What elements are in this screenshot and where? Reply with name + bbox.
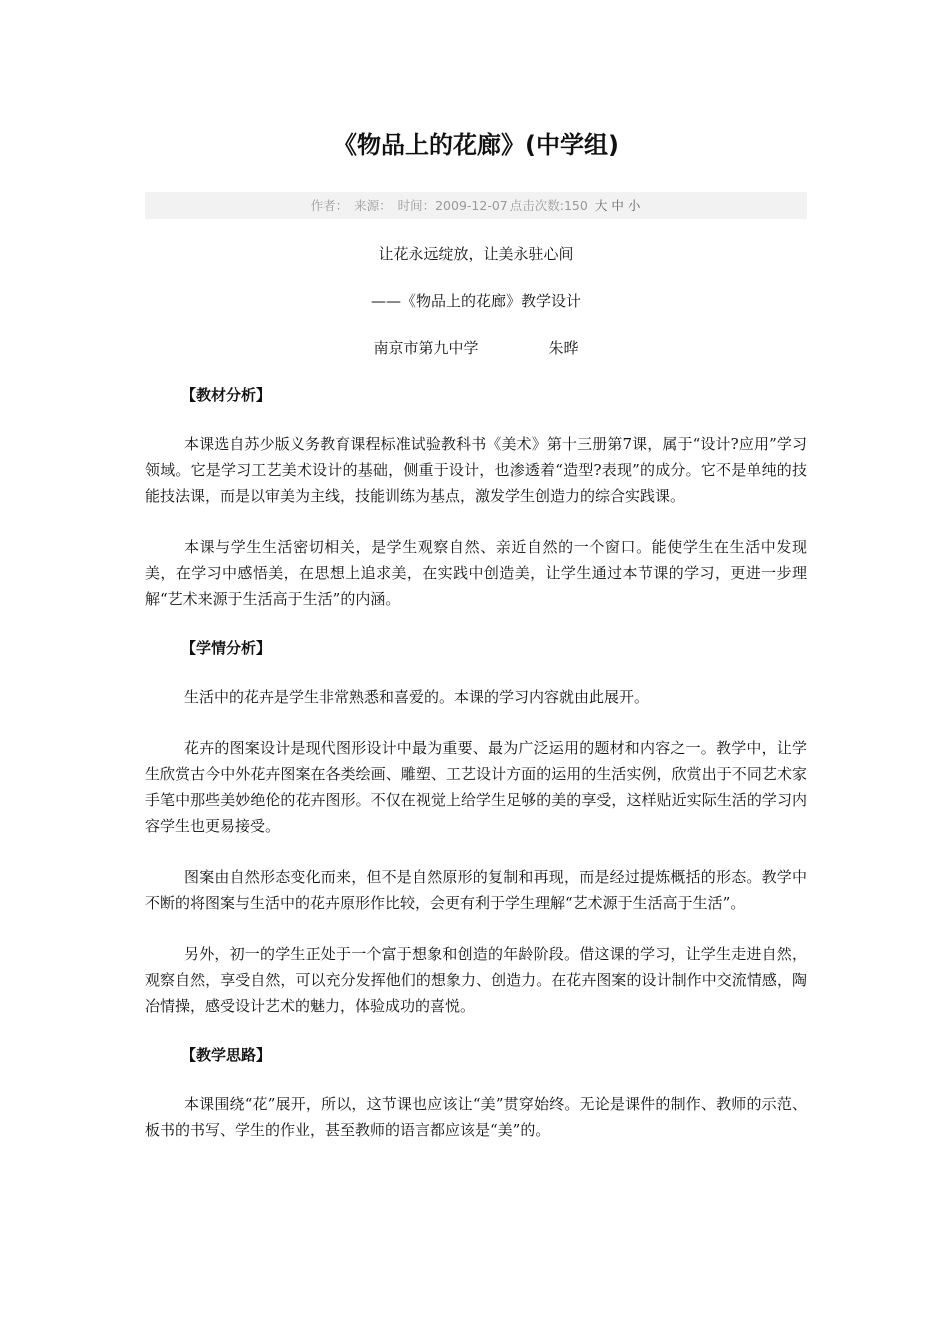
section-paragraph: 另外，初一的学生正处于一个富于想象和创造的年龄阶段。借这课的学习，让学生走进自然，观察自然，享受自然，可以充分发挥他们的想象力、创造力。在花卉图案的设计制作中交流情感，陶冶情操，感受设计艺术的魅力，体验成功的喜悦。 xyxy=(145,945,807,1015)
section-paragraph: 本课与学生生活密切相关，是学生观察自然、亲近自然的一个窗口。能使学生在生活中发现美，在学习中感悟美，在思想上追求美，在实践中创造美，让学生通过本节课的学习，更进一步理解“艺术来源于生活高于生活”的内涵。 xyxy=(145,538,807,608)
article-title: 《物品上的花廊》(中学组) xyxy=(333,131,619,159)
section-paragraph: 生活中的花卉是学生非常熟悉和喜爱的。本课的学习内容就由此展开。 xyxy=(184,688,650,706)
time-label: 时间：2009-12-07 xyxy=(397,198,508,213)
section-heading: 【教材分析】 xyxy=(181,386,272,404)
article-meta-bar xyxy=(145,192,807,219)
school-name: 南京市第九中学 xyxy=(373,339,479,357)
article-subtitle: 让花永远绽放，让美永驻心间 xyxy=(378,245,574,263)
source-label: 来源： xyxy=(354,198,392,213)
section-paragraph: 本课围绕“花”展开，所以，这节课也应该让“美”贯穿始终。无论是课件的制作、教师的示范、板书的书写、学生的作业，甚至教师的语言都应该是“美”的。 xyxy=(145,1095,807,1139)
clicks-label: 点击次数:150 xyxy=(509,198,588,213)
article xyxy=(145,128,807,1143)
section-heading: 【学情分析】 xyxy=(181,639,272,657)
section-heading: 【教学思路】 xyxy=(181,1046,272,1064)
article-subheading: ——《物品上的花廊》教学设计 xyxy=(370,292,581,310)
section-paragraph: 本课选自苏少版义务教育课程标准试验教科书《美术》第十三册第7课，属于“设计?应用”学习领域。它是学习工艺美术设计的基础，侧重于设计，也渗透着“造型?表现”的成分。它不是单纯的技能技法课，而是以审美为主线，技能训练为基点，激发学生创造力的综合实践课。 xyxy=(145,435,807,505)
teacher-name: 朱晔 xyxy=(548,339,579,357)
font-size-small-link[interactable]: 小 xyxy=(627,198,641,213)
article-byline xyxy=(145,337,807,359)
section-paragraph: 图案由自然形态变化而来，但不是自然原形的复制和再现，而是经过提炼概括的形态。教学中不断的将图案与生活中的花卉原形作比较，会更有利于学生理解“艺术源于生活高于生活”。 xyxy=(145,868,807,912)
font-size-medium-link[interactable]: 中 xyxy=(611,198,624,213)
font-size-large-link[interactable]: 大 xyxy=(594,198,608,213)
section-paragraph: 花卉的图案设计是现代图形设计中最为重要、最为广泛运用的题材和内容之一。教学中，让学生欣赏古今中外花卉图案在各类绘画、雕塑、工艺设计方面的运用的生活实例，欣赏出于不同艺术家手笔中那些美妙绝伦的花卉图形。不仅在视觉上给学生足够的美的享受，这样贴近实际生活的学习内容学生也更易接受。 xyxy=(145,739,807,835)
author-label: 作者： xyxy=(310,198,349,213)
